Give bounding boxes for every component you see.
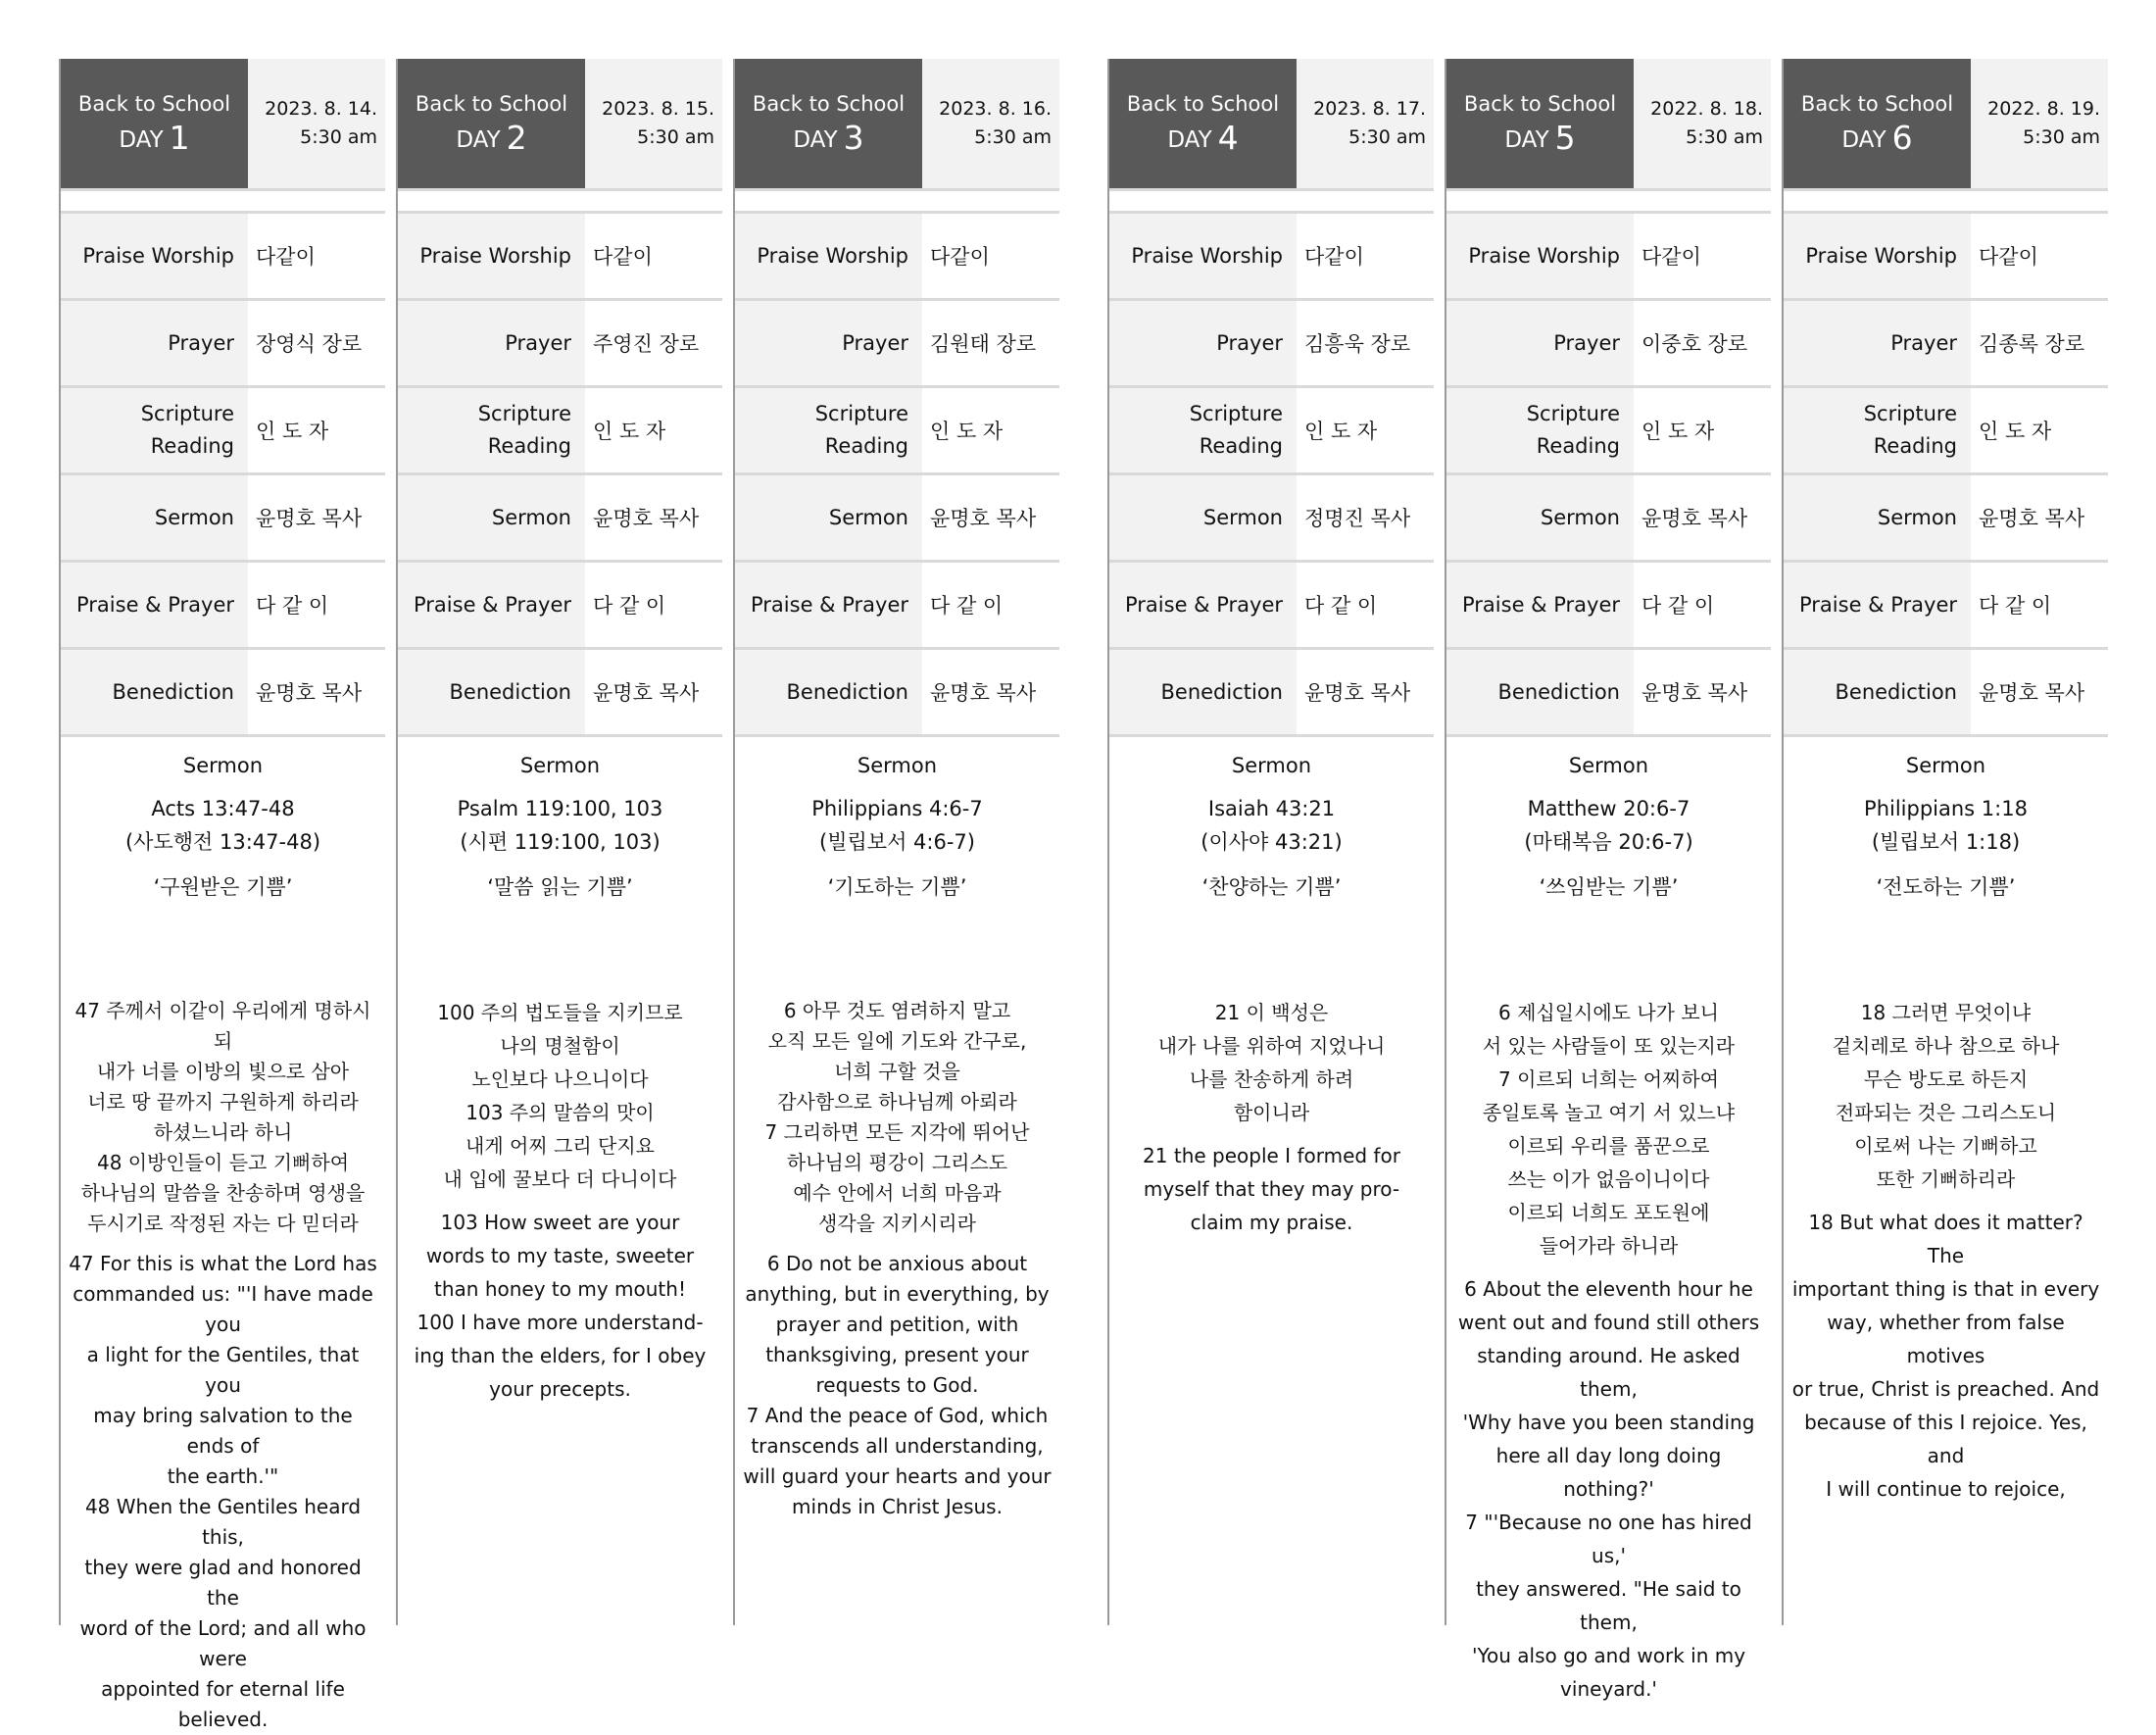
back-to-school-label: Back to School [1463,91,1617,116]
header-divider [1109,188,1434,214]
day-header [1109,59,1434,188]
row-label: Praise Worship [1109,214,1297,298]
program-row-scripture-reading [61,388,385,475]
day-datetime [585,59,722,188]
verse-korean: 18 그러면 무엇이냐 겉치레로 하나 참으로 하나 무슨 방도로 하든지 전파되는 것은 그리스도니 이로써 나는 기뻐하고 또한 기뻐하리라 [1832,1001,2060,1191]
row-label: Scripture Reading [1784,388,1971,472]
sermon-theme: ‘쓰임받는 기쁨’ [1539,875,1679,899]
day-number-label [119,118,190,157]
sermon-section [1784,749,2108,1506]
day-header [61,59,385,188]
day-number: 4 [1217,118,1239,157]
program-row-prayer [61,301,385,388]
verse-english: 6 About the eleventh hour he went out and found still others standing around. He asked them, 'Why have you been standing here all day long doing nothing?' 7 "'Because no one has hired us,' they answered. "He said to them, 'You also go and work in my vineyard.' [1457,1277,1760,1701]
day-column-1 [59,59,385,1731]
program-row-praise-worship [735,214,1059,301]
program-row-praise-worship [398,214,722,301]
row-value: 다같이 [1642,245,1701,269]
row-value: 다같이 [1979,245,2038,269]
scripture-reference-ko: (빌립보서 1:18) [1871,830,2021,854]
row-label: Praise & Prayer [1446,563,1634,647]
day-word: DAY [119,126,164,153]
row-label: Praise Worship [1446,214,1634,298]
row-value: 인 도 자 [593,420,666,443]
program-row-sermon [1446,475,1771,563]
day-word: DAY [1504,126,1549,153]
program-row-benediction [398,650,722,737]
row-value: 인 도 자 [930,420,1004,443]
day-badge [1446,59,1634,188]
scripture-reference [1791,792,2100,859]
row-value: 인 도 자 [1642,420,1715,443]
row-value: 다 같 이 [1304,594,1378,618]
day-datetime [1297,59,1434,188]
row-value: 다 같 이 [593,594,666,618]
day-number: 5 [1554,118,1576,157]
scripture-reference-en: Philippians 1:18 [1864,797,2028,820]
row-value: 다 같 이 [930,594,1004,618]
row-label: Prayer [735,301,922,385]
day-badge [735,59,922,188]
program-row-praise-prayer [1446,563,1771,650]
row-value: 인 도 자 [1979,420,2052,443]
row-label: Sermon [735,475,922,560]
row-value: 다같이 [256,245,316,269]
day-number: 1 [169,118,190,157]
sermon-heading: Sermon [1568,754,1649,777]
day-time: 5:30 am [637,126,714,148]
sermon-heading: Sermon [519,754,601,777]
sermon-section [1446,749,1771,1706]
sermon-theme: ‘말씀 읽는 기쁨’ [487,875,633,899]
row-value: 윤명호 목사 [256,681,363,705]
day-word: DAY [456,126,501,153]
row-value: 정명진 목사 [1304,507,1411,530]
sermon-section [398,749,722,1406]
day-time: 5:30 am [1686,126,1763,148]
row-label: Benediction [1784,650,1971,734]
scripture-reference-ko: (이사야 43:21) [1200,830,1343,854]
day-datetime [1971,59,2108,188]
row-label: Praise & Prayer [1109,563,1297,647]
row-label: Scripture Reading [398,388,585,472]
program-row-praise-worship [61,214,385,301]
row-label: Prayer [1784,301,1971,385]
day-header [1446,59,1771,188]
row-value: 다같이 [930,245,990,269]
day-column-4 [1107,59,1434,1625]
program-row-sermon [61,475,385,563]
row-value: 다 같 이 [1979,594,2052,618]
program-row-scripture-reading [1109,388,1434,475]
row-label: Scripture Reading [61,388,248,472]
row-value: 장영식 장로 [256,332,363,356]
program-row-benediction [1784,650,2108,737]
sermon-heading: Sermon [182,754,264,777]
row-value: 다 같 이 [1642,594,1715,618]
program-row-praise-worship [1109,214,1434,301]
day-word: DAY [1167,126,1212,153]
sermon-theme: ‘찬양하는 기쁨’ [1201,875,1342,899]
day-header [398,59,722,188]
day-column-6 [1782,59,2108,1625]
back-to-school-label: Back to School [1126,91,1280,116]
verse-english: 21 the people I formed for myself that they may pro- claim my praise. [1143,1144,1400,1234]
row-value: 다같이 [1304,245,1364,269]
verse-korean: 100 주의 법도들을 지키므로 나의 명철함이 노인보다 나으니이다 103 주의 말씀의 맛이 내게 어찌 그리 단지요 내 입에 꿀보다 더 다니이다 [437,1001,683,1191]
verse-english: 103 How sweet are your words to my taste, sweeter than honey to my mouth! 100 I have more understand- ing than the elders, for I obey your precepts. [414,1211,707,1401]
row-value: 김흥욱 장로 [1304,332,1411,356]
verse-english: 6 Do not be anxious about anything, but in everything, by prayer and petition, with thanksgiving, present your requests to God. 7 And the peace of God, which transcends all understanding, will guard your hearts and your minds in Christ Jesus. [743,1252,1052,1518]
scripture-reference-en: Philippians 4:6-7 [811,797,983,820]
sermon-section [61,749,385,1735]
row-label: Praise Worship [1784,214,1971,298]
day-number-label [1167,118,1239,157]
row-label: Praise Worship [735,214,922,298]
row-label: Sermon [61,475,248,560]
back-to-school-label: Back to School [77,91,231,116]
row-value: 다 같 이 [256,594,329,618]
back-to-school-label: Back to School [1800,91,1954,116]
day-number-label [1841,118,1913,157]
row-value: 윤명호 목사 [930,507,1037,530]
program-row-praise-prayer [735,563,1059,650]
row-label: Prayer [1109,301,1297,385]
scripture-reference-ko: (사도행전 13:47-48) [124,830,321,854]
day-badge [61,59,248,188]
back-to-school-label: Back to School [415,91,568,116]
row-value: 윤명호 목사 [930,681,1037,705]
row-value: 인 도 자 [1304,420,1378,443]
row-value: 다같이 [593,245,653,269]
row-value: 김종록 장로 [1979,332,2085,356]
scripture-reference-en: Acts 13:47-48 [151,797,295,820]
program-row-benediction [1446,650,1771,737]
header-divider [735,188,1059,214]
scripture-reference [406,792,714,859]
row-label: Benediction [735,650,922,734]
program-row-praise-worship [1784,214,2108,301]
scripture-reference-en: Isaiah 43:21 [1207,797,1336,820]
row-value: 김원태 장로 [930,332,1037,356]
day-column-3 [733,59,1059,1625]
program-row-scripture-reading [1784,388,2108,475]
day-date: 2023. 8. 16. [939,98,1052,120]
day-time: 5:30 am [2023,126,2100,148]
scripture-reference [743,792,1052,859]
row-label: Sermon [1446,475,1634,560]
sermon-section [1109,749,1434,1239]
row-value: 윤명호 목사 [593,681,700,705]
program-row-prayer [1109,301,1434,388]
program-row-scripture-reading [735,388,1059,475]
scripture-reference-ko: (시편 119:100, 103) [460,830,661,854]
scripture-reference [69,792,377,859]
row-label: Benediction [1109,650,1297,734]
day-column-2 [396,59,722,1625]
row-label: Prayer [1446,301,1634,385]
day-time: 5:30 am [1348,126,1426,148]
program-row-prayer [1446,301,1771,388]
sermon-theme: ‘전도하는 기쁨’ [1876,875,2016,899]
day-word: DAY [1841,126,1886,153]
row-label: Praise Worship [398,214,585,298]
day-number: 3 [843,118,864,157]
program-row-benediction [1109,650,1434,737]
program-row-praise-prayer [61,563,385,650]
scripture-reference [1454,792,1763,859]
program-row-prayer [1784,301,2108,388]
row-value: 윤명호 목사 [1304,681,1411,705]
sermon-heading: Sermon [1231,754,1312,777]
program-row-sermon [1784,475,2108,563]
row-value: 주영진 장로 [593,332,700,356]
scripture-reference-en: Psalm 119:100, 103 [457,797,663,820]
program-row-praise-prayer [1784,563,2108,650]
row-label: Benediction [1446,650,1634,734]
verse-korean: 47 주께서 이같이 우리에게 명하시되 내가 너를 이방의 빛으로 삼아 너로 땅 끝까지 구원하게 하리라 하셨느니라 하니 48 이방인들이 듣고 기뻐하여 하나님의 말씀을 찬송하며 영생을 두시기로 작정된 자는 다 믿더라 [74,999,371,1235]
row-value: 윤명호 목사 [1979,681,2085,705]
program-row-praise-prayer [398,563,722,650]
row-label: Scripture Reading [1446,388,1634,472]
program-row-praise-worship [1446,214,1771,301]
row-label: Praise & Prayer [61,563,248,647]
header-divider [398,188,722,214]
row-label: Praise Worship [61,214,248,298]
sermon-theme: ‘구원받은 기쁨’ [153,875,293,899]
row-label: Scripture Reading [1109,388,1297,472]
row-label: Sermon [398,475,585,560]
row-value: 윤명호 목사 [1642,681,1748,705]
scripture-reference [1117,792,1426,859]
row-label: Scripture Reading [735,388,922,472]
day-column-5 [1445,59,1771,1701]
day-number-label [793,118,864,157]
verse-korean: 6 제십일시에도 나가 보니 서 있는 사람들이 또 있는지라 7 이르되 너희는 어찌하여 종일토록 놀고 여기 서 있느냐 이르되 우리를 품꾼으로 쓰는 이가 없음이니이다 이르되 너희도 포도원에 들어가라 하니라 [1482,1001,1736,1258]
day-number-label [456,118,527,157]
sermon-heading: Sermon [857,754,938,777]
row-value: 윤명호 목사 [256,507,363,530]
day-time: 5:30 am [974,126,1052,148]
program-row-benediction [735,650,1059,737]
sermon-section [735,749,1059,1522]
program-row-prayer [735,301,1059,388]
day-date: 2023. 8. 14. [265,98,377,120]
header-divider [1784,188,2108,214]
row-label: Prayer [398,301,585,385]
program-row-prayer [398,301,722,388]
row-value: 윤명호 목사 [1979,507,2085,530]
row-label: Praise & Prayer [735,563,922,647]
day-date: 2023. 8. 15. [602,98,714,120]
program-row-scripture-reading [398,388,722,475]
program-row-sermon [398,475,722,563]
day-number: 2 [506,118,527,157]
day-number: 6 [1891,118,1913,157]
verse-english: 47 For this is what the Lord has commanded us: "'I have made you a light for the Gentiles, that you may bring salvation to the ends of the earth.'" 48 When the Gentiles heard this, they were glad and honored the word of the Lord; and all who were appointed for eternal life believed. [69,1252,377,1731]
day-badge [1109,59,1297,188]
program-row-praise-prayer [1109,563,1434,650]
day-header [735,59,1059,188]
row-label: Prayer [61,301,248,385]
header-divider [1446,188,1771,214]
verse-english: 18 But what does it matter? The important thing is that in every way, whether from false motives or true, Christ is preached. And because of this I rejoice. Yes, and I will continue to rejoice, [1791,1211,2100,1501]
program-row-benediction [61,650,385,737]
row-label: Sermon [1109,475,1297,560]
verse-korean: 6 아무 것도 염려하지 말고 오직 모든 일에 기도와 간구로, 너희 구할 것을 감사함으로 하나님께 아뢰라 7 그리하면 모든 지각에 뛰어난 하나님의 평강이 그리스도 예수 안에서 너희 마음과 생각을 지키시리라 [764,999,1030,1235]
row-label: Praise & Prayer [398,563,585,647]
day-number-label [1504,118,1576,157]
day-date: 2022. 8. 19. [1987,98,2100,120]
day-word: DAY [793,126,838,153]
day-date: 2023. 8. 17. [1313,98,1426,120]
row-value: 이중호 장로 [1642,332,1748,356]
row-value: 윤명호 목사 [593,507,700,530]
day-time: 5:30 am [300,126,377,148]
verse-korean: 21 이 백성은 내가 나를 위하여 지었나니 나를 찬송하게 하려 함이니라 [1157,1001,1386,1124]
row-label: Praise & Prayer [1784,563,1971,647]
row-value: 인 도 자 [256,420,329,443]
program-row-scripture-reading [1446,388,1771,475]
day-badge [1784,59,1971,188]
scripture-reference-en: Matthew 20:6-7 [1527,797,1690,820]
row-label: Benediction [398,650,585,734]
row-value: 윤명호 목사 [1642,507,1748,530]
day-date: 2022. 8. 18. [1650,98,1763,120]
day-header [1784,59,2108,188]
back-to-school-label: Back to School [752,91,906,116]
day-badge [398,59,585,188]
program-row-sermon [735,475,1059,563]
row-label: Sermon [1784,475,1971,560]
sermon-heading: Sermon [1905,754,1986,777]
day-datetime [922,59,1059,188]
program-row-sermon [1109,475,1434,563]
sermon-theme: ‘기도하는 기쁨’ [827,875,967,899]
header-divider [61,188,385,214]
scripture-reference-ko: (빌립보서 4:6-7) [819,830,975,854]
row-label: Benediction [61,650,248,734]
scripture-reference-ko: (마태복음 20:6-7) [1524,830,1693,854]
day-datetime [1634,59,1771,188]
day-datetime [248,59,385,188]
